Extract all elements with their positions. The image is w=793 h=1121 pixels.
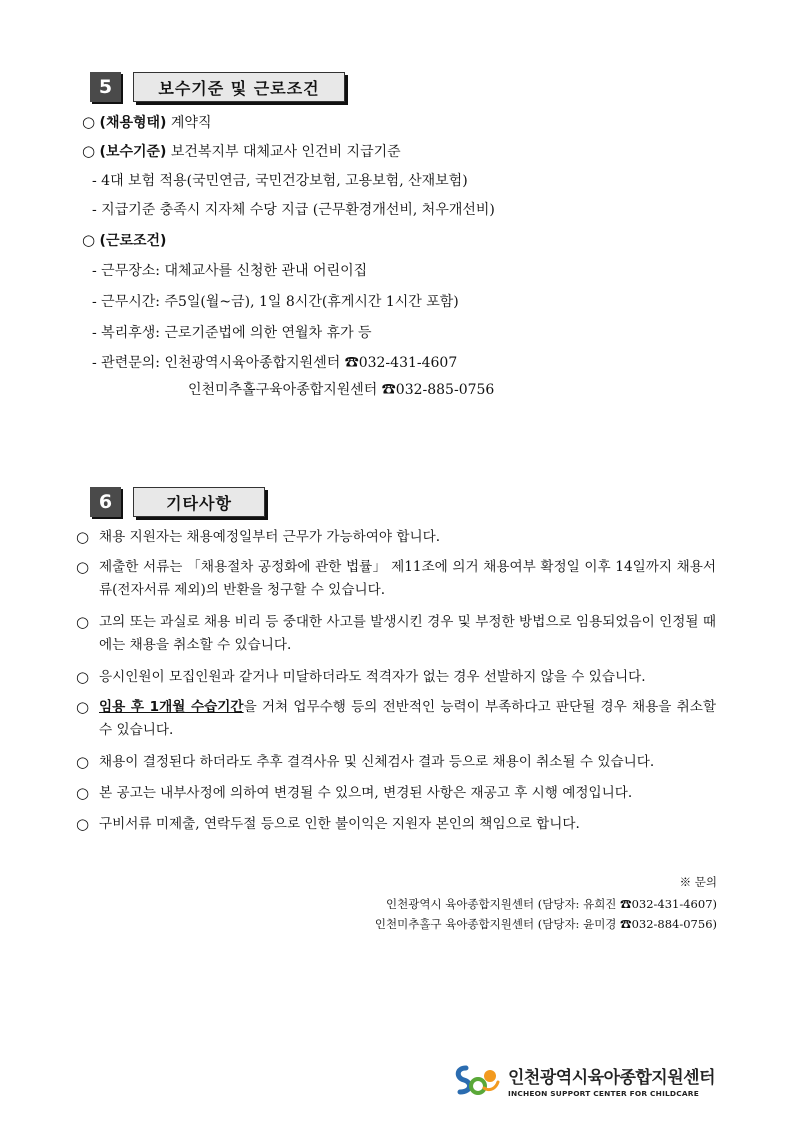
circle-marker: ○ — [76, 784, 90, 802]
probation-emphasis: 임용 후 1개월 수습기간 — [99, 699, 244, 715]
circle-marker: ○ — [82, 113, 96, 131]
pay-item: - 4대 보험 적용(국민연금, 국민건강보험, 고용보험, 산재보험) — [92, 173, 468, 189]
logo-mark-icon — [452, 1062, 502, 1098]
circle-marker: ○ — [76, 613, 90, 631]
work-conditions-label: (근로조건) — [99, 233, 167, 249]
circle-marker: ○ — [82, 231, 96, 249]
extra-contact: 인천미추홀구육아종합지원센터 ☎032-885-0756 — [188, 382, 495, 398]
circle-marker: ○ — [82, 142, 96, 160]
pay-standard-value: 보건복지부 대체교사 인건비 지급기준 — [170, 144, 401, 160]
section-5-header — [90, 72, 345, 102]
circle-marker: ○ — [76, 815, 90, 833]
section-title: 기타사항 — [133, 487, 265, 517]
circle-marker: ○ — [76, 753, 90, 771]
notice-item: ○ 고의 또는 과실로 채용 비리 등 중대한 사고를 발생시킨 경우 및 부정한 방법으로 임용되었음이 인정될 때에는 채용을 취소할 수 있습니다. — [76, 613, 716, 653]
work-item: - 근무시간: 주5일(월~금), 1일 8시간(휴게시간 1시간 포함) — [92, 294, 459, 310]
notice-item: ○ 응시인원이 모집인원과 같거나 미달하더라도 적격자가 없는 경우 선발하지 않을 수 있습니다. — [76, 666, 716, 689]
section-number: 6 — [90, 487, 121, 517]
work-item: - 관련문의: 인천광역시육아종합지원센터 ☎032-431-4607 — [92, 355, 458, 371]
employment-type-line — [82, 113, 211, 132]
pay-standard-line — [82, 142, 401, 161]
employment-type-label: (채용형태) — [99, 115, 167, 131]
logo-name-en: INCHEON SUPPORT CENTER FOR CHILDCARE — [508, 1088, 699, 1098]
section-title: 보수기준 및 근로조건 — [133, 72, 345, 102]
logo-name-ko: 인천광역시육아종합지원센터 — [508, 1067, 715, 1088]
inquiry-line: 인천미추홀구 육아종합지원센터 (담당자: 윤미경 ☎032-884-0756) — [374, 917, 717, 931]
notice-item: ○ 채용 지원자는 채용예정일부터 근무가 가능하여야 합니다. — [76, 526, 716, 549]
pay-item: - 지급기준 충족시 지자체 수당 지급 (근무환경개선비, 처우개선비) — [92, 202, 495, 218]
circle-marker: ○ — [76, 698, 90, 716]
inquiry-line: 인천광역시 육아종합지원센터 (담당자: 유희진 ☎032-431-4607) — [386, 897, 717, 911]
work-conditions-line — [82, 231, 166, 250]
circle-marker: ○ — [76, 668, 90, 686]
pay-standard-label: (보수기준) — [99, 144, 167, 160]
notice-item: ○ 임용 후 1개월 수습기간을 거쳐 업무수행 등의 전반적인 능력이 부족하다고 판단될 경우 채용을 취소할 수 있습니다. — [76, 698, 717, 738]
inquiry-heading: ※ 문의 — [679, 875, 717, 889]
section-6-header — [90, 487, 265, 517]
work-item: - 복리후생: 근로기준법에 의한 연월차 휴가 등 — [92, 325, 372, 341]
employment-type-value: 계약직 — [170, 115, 212, 131]
notice-item: ○ 구비서류 미제출, 연락두절 등으로 인한 불이익은 지원자 본인의 책임으로 합니다. — [76, 813, 716, 836]
work-item: - 근무장소: 대체교사를 신청한 관내 어린이집 — [92, 263, 368, 279]
circle-marker: ○ — [76, 528, 90, 546]
notice-item: ○ 본 공고는 내부사정에 의하여 변경될 수 있으며, 변경된 사항은 재공고 후 시행 예정입니다. — [76, 782, 716, 805]
circle-marker: ○ — [76, 558, 90, 576]
section-number: 5 — [90, 72, 121, 102]
notice-item: ○ 제출한 서류는 「채용절차 공정화에 관한 법률」 제11조에 의거 채용여부 확정일 이후 14일까지 채용서류(전자서류 제외)의 반환을 청구할 수 있습니다. — [76, 558, 716, 598]
center-logo — [452, 1060, 722, 1100]
notice-item: ○ 채용이 결정된다 하더라도 추후 결격사유 및 신체검사 결과 등으로 채용이 취소될 수 있습니다. — [76, 751, 716, 774]
